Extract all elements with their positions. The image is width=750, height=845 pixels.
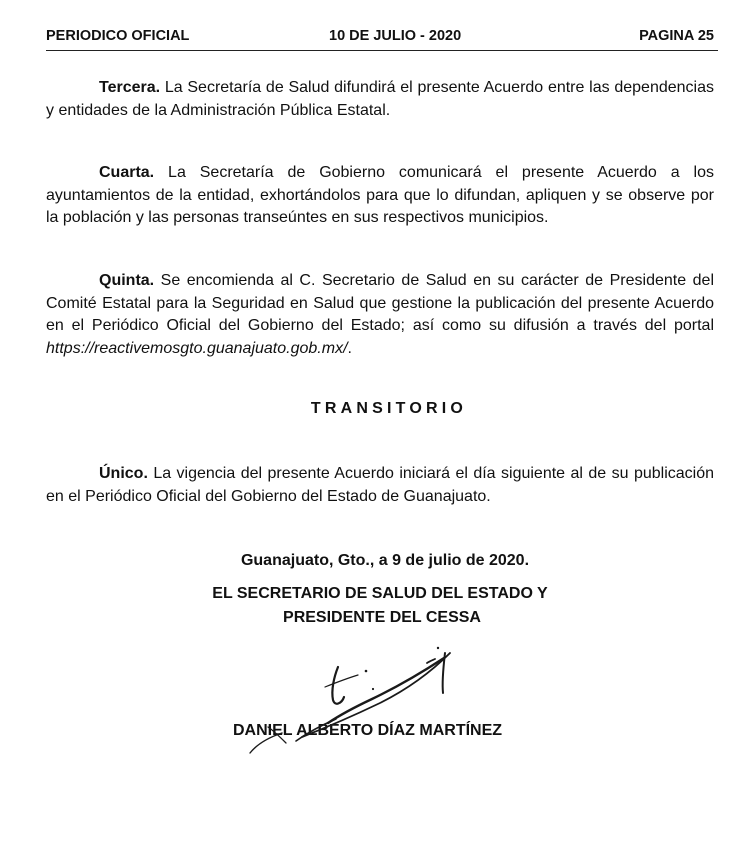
header-date: 10 DE JULIO - 2020 [329,28,462,44]
paragraph-end: . [347,339,352,357]
paragraph-label: Cuarta. [99,164,155,181]
paragraph-text: La Secretaría de Salud difundirá el presente Acuerdo entre las dependencias y entidades de la Administración Pública Estatal. [46,79,714,119]
paragraph-unico [46,463,714,508]
signer-title-line-2: PRESIDENTE DEL CESSA [283,609,481,626]
paragraph-text: La Secretaría de Gobierno comunicará el presente Acuerdo a los ayuntamientos de la entidad, exhortándolos para que lo difundan, apliquen y se observe por la población y las personas transeúntes en sus respectivos municipios. [46,164,714,227]
page-header [46,28,718,50]
paragraph-label: Tercera. [99,79,161,96]
paragraph-tercera [46,77,714,122]
signature-icon [230,615,490,765]
paragraph-quinta [46,270,714,360]
header-divider [46,50,718,51]
header-publication-name: PERIODICO OFICIAL [46,28,190,44]
place-and-date: Guanajuato, Gto., a 9 de julio de 2020. [240,552,530,569]
paragraph-cuarta [46,162,714,230]
signer-name: DANIEL ALBERTO DÍAZ MARTÍNEZ [233,722,503,739]
paragraph-label: Quinta. [99,272,155,289]
section-heading-transitorio: TRANSITORIO [310,400,468,417]
paragraph-label: Único. [99,465,148,482]
header-page-number: PAGINA 25 [639,28,714,44]
paragraph-text: La vigencia del presente Acuerdo iniciará el día siguiente al de su publicación en el Periódico Oficial del Gobierno del Estado de Guanajuato. [46,465,714,505]
portal-url: https://reactivemosgto.guanajuato.gob.mx/ [46,339,348,357]
signer-title-line-1: EL SECRETARIO DE SALUD DEL ESTADO Y [212,585,548,602]
paragraph-text: Se encomienda al C. Secretario de Salud en su carácter de Presidente del Comité Estatal para la Seguridad en Salud que gestione la publicación del presente Acuerdo en el Periódico Oficial del Gobierno del Estado; así como su difusión a través del portal [46,272,714,335]
